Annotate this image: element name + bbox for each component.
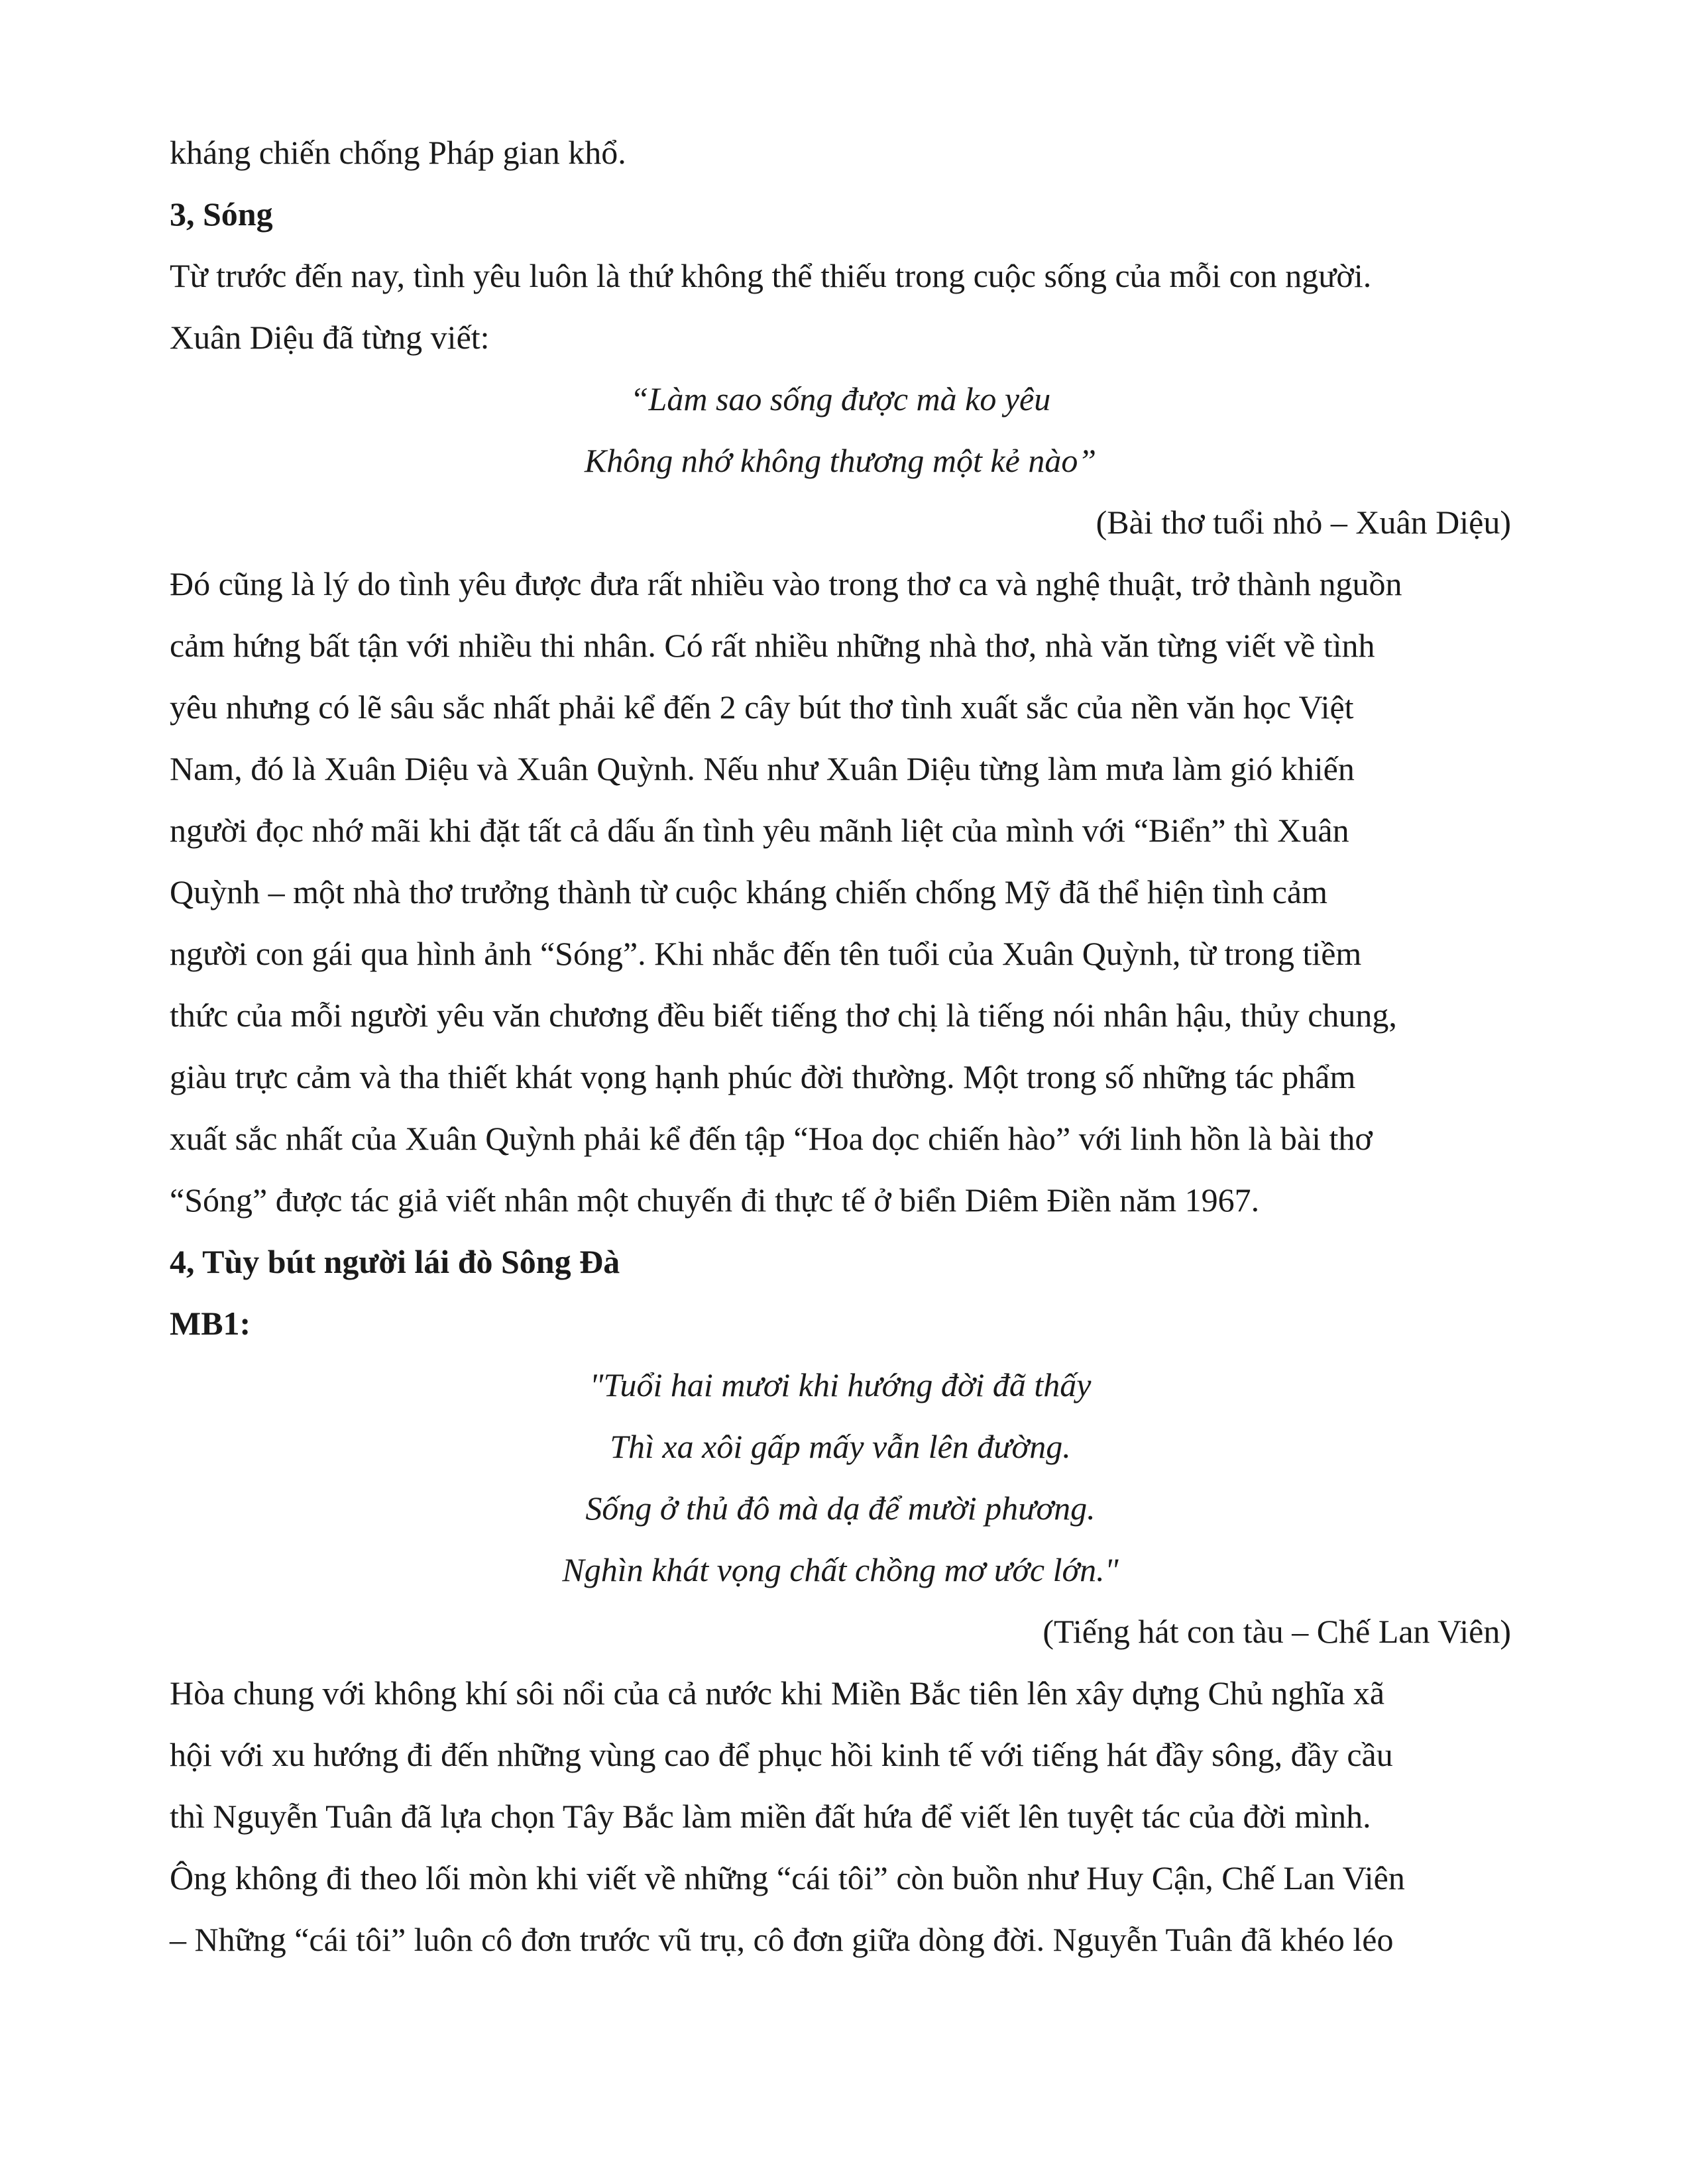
body-text-line: Xuân Diệu đã từng viết: bbox=[170, 319, 490, 356]
sub-heading: MB1: bbox=[170, 1305, 251, 1342]
body-text-line: Từ trước đến nay, tình yêu luôn là thứ không thể thiếu trong cuộc sống của mỗi con người. bbox=[170, 257, 1372, 294]
poem-line: Không nhớ không thương một kẻ nào” bbox=[584, 442, 1097, 479]
poem-citation: (Tiếng hát con tàu – Chế Lan Viên) bbox=[1042, 1613, 1511, 1650]
poem-line: Nghìn khát vọng chất chồng mơ ước lớn." bbox=[562, 1551, 1119, 1588]
body-text-line: hội với xu hướng đi đến những vùng cao để phục hồi kinh tế với tiếng hát đầy sông, đầy cầu bbox=[170, 1736, 1393, 1773]
poem-line: “Làm sao sống được mà ko yêu bbox=[630, 380, 1051, 417]
poem-citation: (Bài thơ tuổi nhỏ – Xuân Diệu) bbox=[1096, 504, 1511, 541]
body-text-line: Đó cũng là lý do tình yêu được đưa rất nhiều vào trong thơ ca và nghệ thuật, trở thành nguồn bbox=[170, 565, 1402, 602]
section-heading: 3, Sóng bbox=[170, 195, 273, 233]
body-text-line: thì Nguyễn Tuân đã lựa chọn Tây Bắc làm miền đất hứa để viết lên tuyệt tác của đời mình. bbox=[170, 1798, 1371, 1835]
body-text-line: “Sóng” được tác giả viết nhân một chuyến đi thực tế ở biển Diêm Điền năm 1967. bbox=[170, 1181, 1260, 1219]
body-text-line: Quỳnh – một nhà thơ trưởng thành từ cuộc kháng chiến chống Mỹ đã thể hiện tình cảm bbox=[170, 873, 1327, 910]
body-text-line: cảm hứng bất tận với nhiều thi nhân. Có rất nhiều những nhà thơ, nhà văn từng viết về tình bbox=[170, 627, 1375, 664]
body-text-line: Hòa chung với không khí sôi nổi của cả nước khi Miền Bắc tiên lên xây dựng Chủ nghĩa xã bbox=[170, 1674, 1385, 1712]
body-text-line: xuất sắc nhất của Xuân Quỳnh phải kể đến tập “Hoa dọc chiến hào” với linh hồn là bài thơ bbox=[170, 1120, 1373, 1157]
body-text-line: Nam, đó là Xuân Diệu và Xuân Quỳnh. Nếu như Xuân Diệu từng làm mưa làm gió khiến bbox=[170, 750, 1355, 787]
poem-line: Thì xa xôi gấp mấy vẫn lên đường. bbox=[610, 1428, 1071, 1465]
body-text-line: kháng chiến chống Pháp gian khổ. bbox=[170, 134, 626, 171]
poem-line: "Tuổi hai mươi khi hướng đời đã thấy bbox=[589, 1366, 1092, 1403]
body-text-line: Ông không đi theo lối mòn khi viết về những “cái tôi” còn buồn như Huy Cận, Chế Lan Viên bbox=[170, 1859, 1405, 1896]
section-heading: 4, Tùy bút người lái đò Sông Đà bbox=[170, 1243, 620, 1280]
body-text-line: người đọc nhớ mãi khi đặt tất cả dấu ấn tình yêu mãnh liệt của mình với “Biển” thì Xuân bbox=[170, 812, 1349, 849]
body-text-line: thức của mỗi người yêu văn chương đều biết tiếng thơ chị là tiếng nói nhân hậu, thủy chung, bbox=[170, 997, 1397, 1034]
poem-line: Sống ở thủ đô mà dạ để mười phương. bbox=[585, 1490, 1096, 1527]
body-text-line: giàu trực cảm và tha thiết khát vọng hạnh phúc đời thường. Một trong số những tác phẩm bbox=[170, 1058, 1356, 1095]
body-text-line: – Những “cái tôi” luôn cô đơn trước vũ trụ, cô đơn giữa dòng đời. Nguyễn Tuân đã khéo léo bbox=[170, 1921, 1394, 1958]
body-text-line: yêu nhưng có lẽ sâu sắc nhất phải kể đến 2 cây bút thơ tình xuất sắc của nền văn học Việt bbox=[170, 688, 1354, 726]
body-text-line: người con gái qua hình ảnh “Sóng”. Khi nhắc đến tên tuổi của Xuân Quỳnh, từ trong tiềm bbox=[170, 935, 1362, 972]
